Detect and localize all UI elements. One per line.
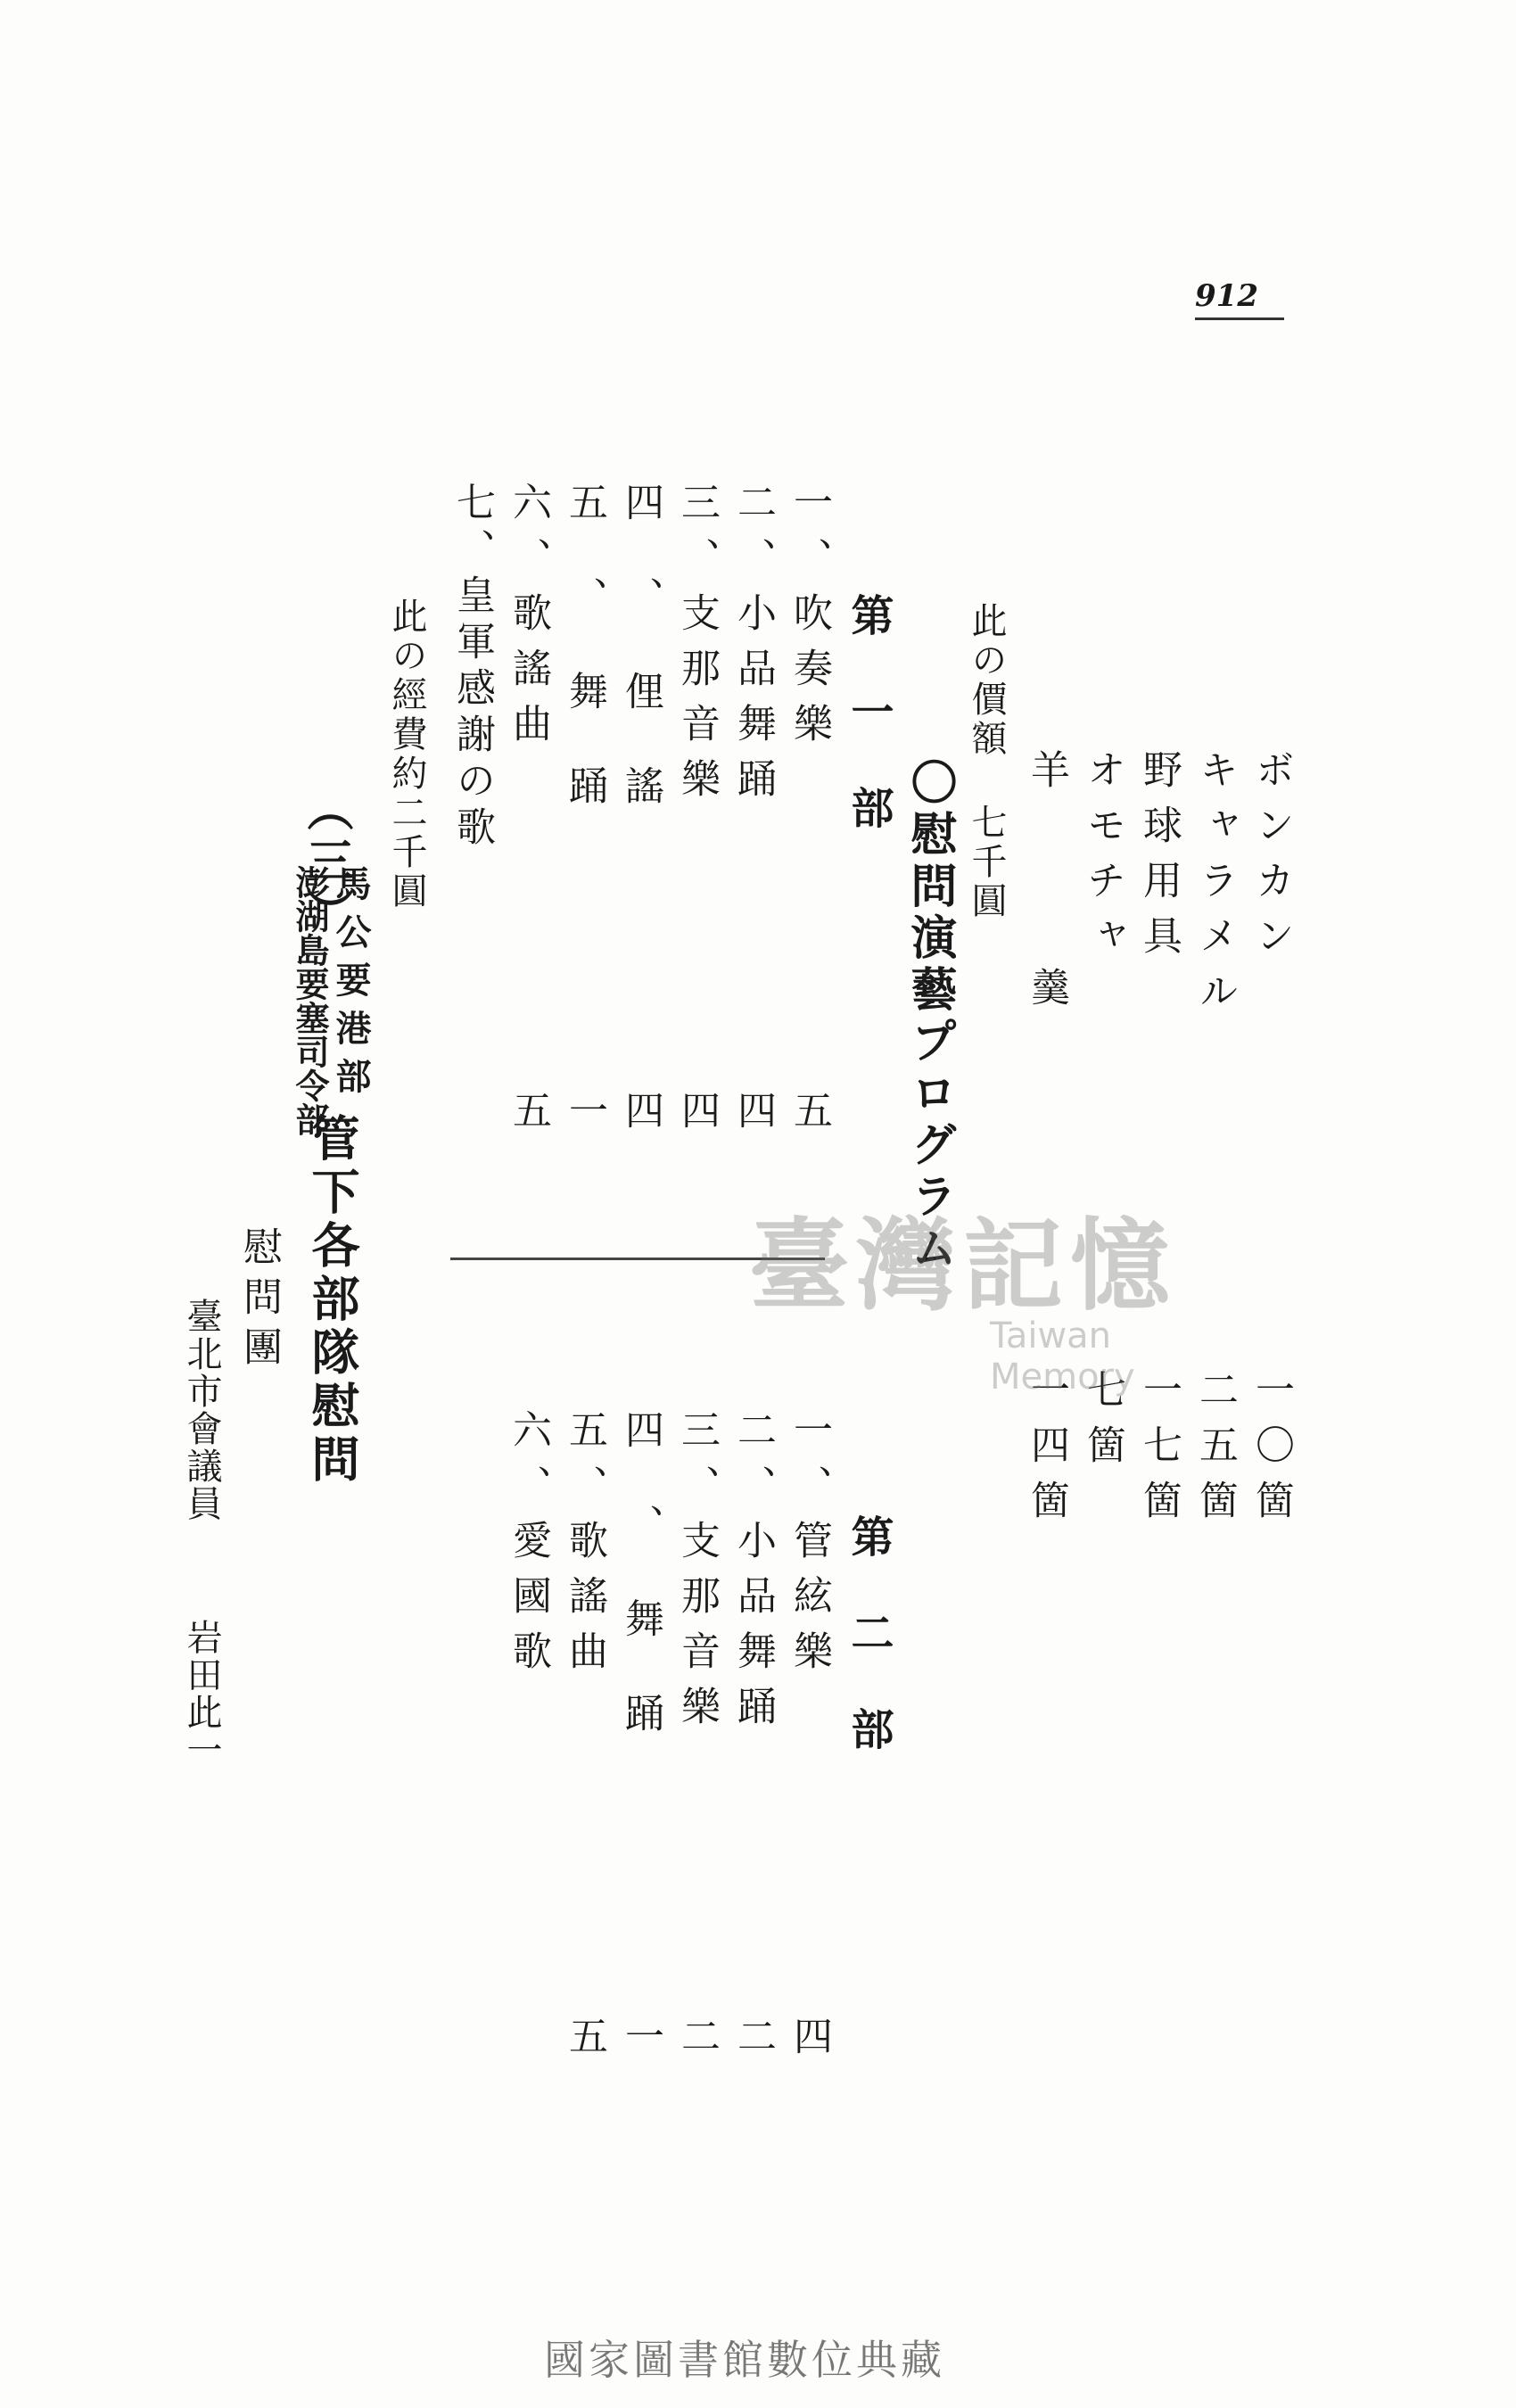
watermark-logo-text: 臺灣記憶 xyxy=(749,1208,1177,1324)
gift-item-qty: 一〇箇 xyxy=(1248,1369,1294,1535)
program-item: 五、歌謠曲 xyxy=(562,1409,607,1686)
price-note: 此の價額 七千圓 xyxy=(966,602,1007,921)
program-item-count: 四 xyxy=(618,1090,663,1145)
gift-item-qty: 一七箇 xyxy=(1136,1369,1182,1535)
section3-title: 管下各部隊慰問 xyxy=(304,1113,361,1488)
gift-item-qty: 二五箇 xyxy=(1192,1369,1238,1535)
program-item: 二、小品舞踊 xyxy=(730,1409,776,1741)
program-item-count: 一 xyxy=(562,1090,607,1145)
program-item: 三、支那音樂 xyxy=(674,1409,720,1741)
program-item: 六、歌謠曲 xyxy=(506,482,551,758)
program-item-count: 五 xyxy=(787,1090,832,1145)
footer-attribution: 國家圖書館數位典藏 xyxy=(544,2336,945,2384)
page-number: 912 xyxy=(1195,278,1258,314)
program-item-count: 五 xyxy=(506,1090,551,1145)
cost-note: 此の經費約二千圓 xyxy=(386,598,427,911)
gift-item-name: キャラメル xyxy=(1192,749,1238,1026)
program-item-count: 四 xyxy=(730,1090,776,1145)
program-item-count: 二 xyxy=(674,2016,720,2071)
program-item: 一、吹奏樂 xyxy=(787,482,832,758)
program-item-count: 四 xyxy=(674,1090,720,1145)
program-item-count: 五 xyxy=(562,2016,607,2071)
program-item: 七、皇軍感謝の歌 xyxy=(449,482,495,853)
program-item: 二、小品舞踊 xyxy=(730,482,776,813)
org-line2: 澎湖島要塞司令部 xyxy=(290,865,330,1136)
program-item-count: 二 xyxy=(730,2016,776,2071)
program-item: 四、俚謠 xyxy=(618,482,663,860)
gift-item-name: オモチャ xyxy=(1080,749,1125,970)
watermark-logo-subtitle: Taiwan Memory xyxy=(990,1315,1135,1398)
program-item-count: 四 xyxy=(787,2016,832,2071)
gift-item-qty: 一四箇 xyxy=(1024,1369,1069,1535)
program-item: 一、管絃樂 xyxy=(787,1409,832,1686)
program-title: 〇慰問演藝プログラム xyxy=(902,758,957,1275)
watermark xyxy=(749,1186,1248,1398)
visit-group-label: 慰問團 xyxy=(236,1226,282,1376)
program-item-count: 一 xyxy=(618,2016,663,2071)
gift-item-name: ボンカン xyxy=(1248,749,1294,970)
group-member: 臺北市會議員 岩田此一 xyxy=(181,1298,222,1769)
part2-heading: 第二部 xyxy=(844,1514,894,1803)
page-number-rule xyxy=(1195,317,1284,320)
org-line1: 馬公要港部 xyxy=(330,865,372,1106)
gift-item-qty: 七箇 xyxy=(1080,1369,1125,1480)
gift-item-name: 野球用具 xyxy=(1136,749,1182,970)
program-item: 四、舞踊 xyxy=(618,1409,663,1787)
part1-heading: 第一部 xyxy=(844,593,894,882)
program-item: 三、支那音樂 xyxy=(674,482,720,813)
program-item: 六、愛國歌 xyxy=(506,1409,551,1686)
section3-number: （三） xyxy=(299,785,353,940)
gift-item-name: 羊羹 xyxy=(1024,749,1069,1184)
program-item: 五、舞踊 xyxy=(562,482,607,860)
